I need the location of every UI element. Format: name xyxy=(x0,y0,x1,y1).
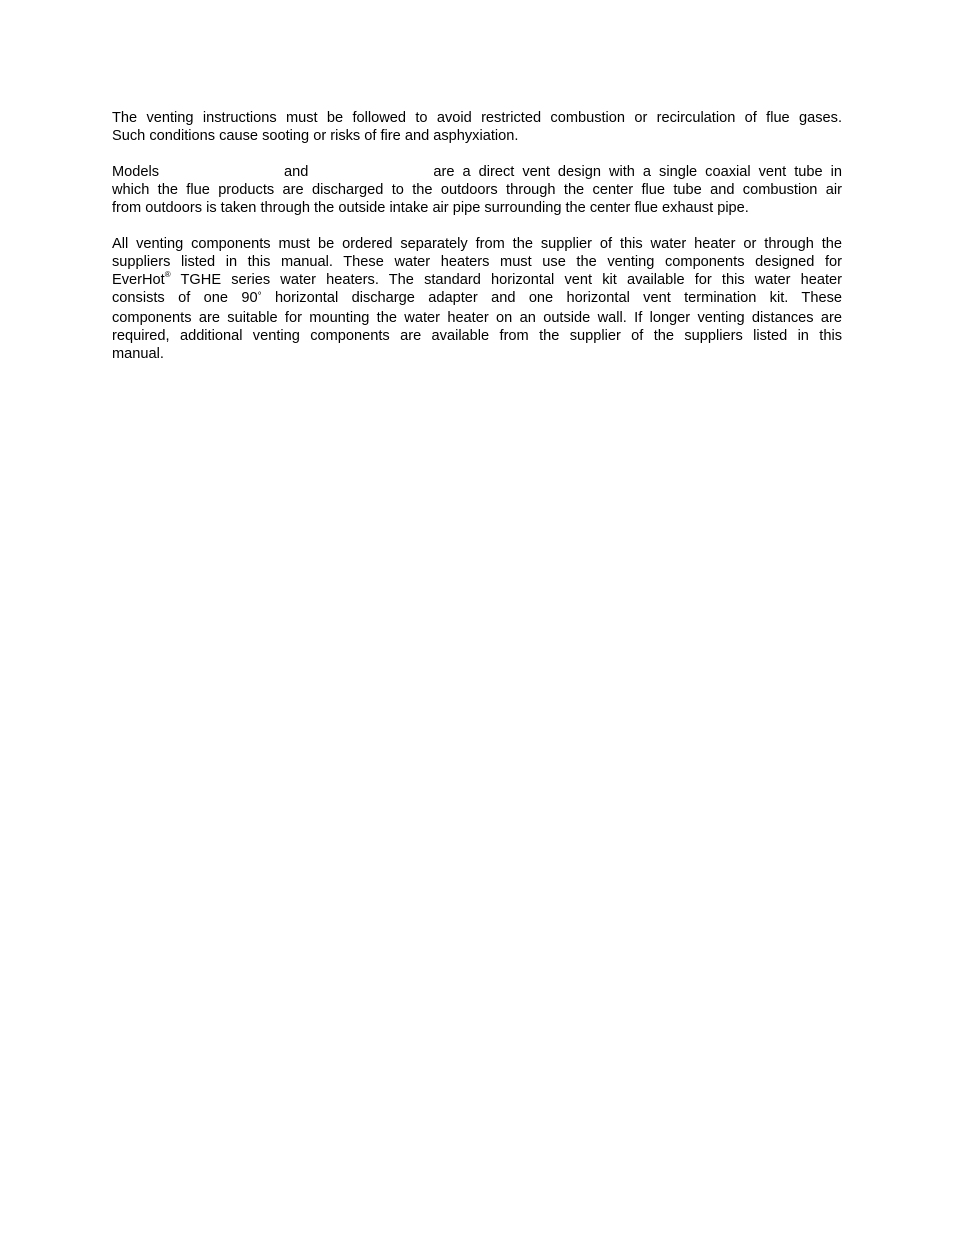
text-line xyxy=(112,289,842,309)
text-line: components are suitable for mounting the water heater on an outside wall. If longer venting distances are xyxy=(112,310,842,326)
line-tail: horizontal discharge adapter and one horizontal vent termination kit. These xyxy=(261,290,842,306)
and-word: and xyxy=(284,164,309,180)
paragraph-models-design xyxy=(112,163,842,217)
paragraph-venting-components xyxy=(112,235,842,363)
text-line: which the flue products are discharged to the outdoors through the center flue tube and combustion air xyxy=(112,182,842,198)
degree-mark: ° xyxy=(257,291,262,302)
text-line xyxy=(112,271,842,289)
text-line: manual. xyxy=(112,346,164,362)
text-line xyxy=(112,163,842,181)
text-line: The venting instructions must be followed to avoid restricted combustion or recirculation of flue gases. xyxy=(112,110,842,126)
paragraph-venting-instructions xyxy=(112,109,842,145)
models-word: Models xyxy=(112,164,160,180)
brand-name: EverHot xyxy=(112,272,165,288)
text-line: required, additional venting components are available from the supplier of the suppliers listed in this xyxy=(112,328,842,344)
line-tail: are a direct vent design with a single coaxial vent tube in xyxy=(433,164,842,180)
text-line: from outdoors is taken through the outside intake air pipe surrounding the center flue exhaust pipe. xyxy=(112,200,749,216)
registered-mark: ® xyxy=(164,270,171,280)
document-body xyxy=(112,109,842,381)
text-line: All venting components must be ordered separately from the supplier of this water heater or through the xyxy=(112,236,842,252)
text-line: Such conditions cause sooting or risks of fire and asphyxiation. xyxy=(112,128,519,144)
text-line: suppliers listed in this manual. These water heaters must use the venting components designed for xyxy=(112,254,842,270)
line-tail: TGHE series water heaters. The standard horizontal vent kit available for this water heater xyxy=(170,272,842,288)
line-head: consists of one 90 xyxy=(112,290,258,306)
